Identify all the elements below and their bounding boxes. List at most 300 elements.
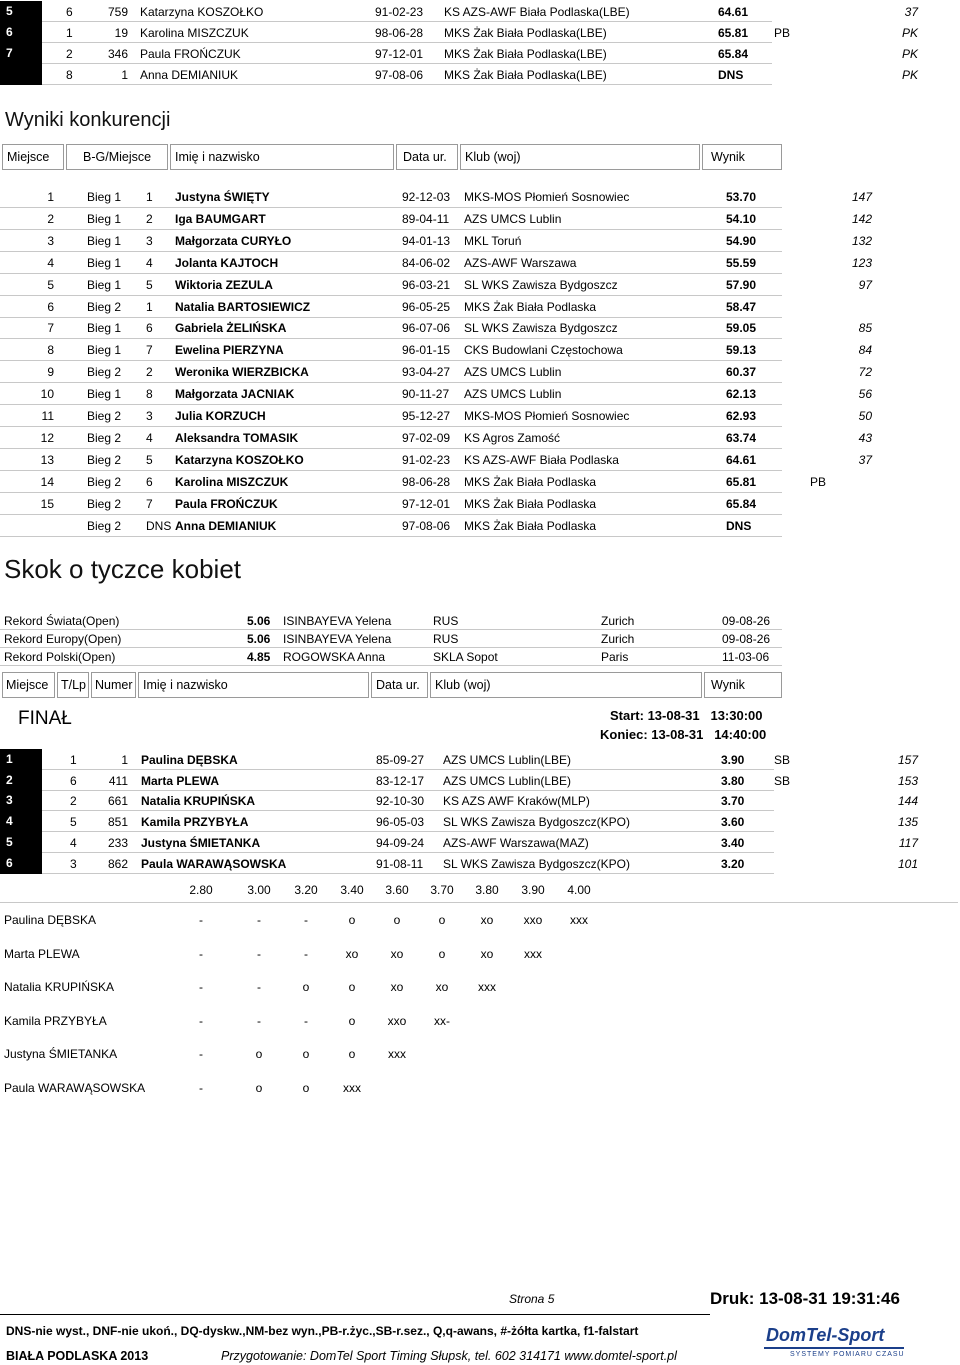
birth-date: 91-02-23	[375, 5, 424, 19]
result: 58.47	[726, 299, 757, 314]
attempt-mark: -	[199, 946, 203, 961]
result: 54.90	[726, 233, 757, 248]
place: 6	[6, 25, 13, 39]
heat: Bieg 2	[87, 496, 122, 511]
athlete-name: Jolanta KAJTOCH	[175, 255, 279, 270]
heat: Bieg 1	[87, 387, 122, 402]
height-label: 3.40	[340, 883, 364, 897]
place-cell	[0, 770, 42, 791]
birth-date: 94-01-13	[402, 233, 451, 248]
place-cell	[0, 749, 42, 770]
athlete-name: Natalia KRUPIŃSKA	[4, 980, 115, 995]
table-row	[0, 296, 960, 318]
heat-place: 6	[146, 474, 153, 489]
place-cell	[0, 64, 42, 85]
result: 54.10	[726, 211, 757, 226]
table-row	[0, 274, 960, 296]
place-cell	[0, 853, 42, 874]
birth-date: 89-04-11	[402, 211, 450, 226]
lane: 3	[70, 856, 77, 871]
heat-place: 7	[146, 496, 153, 511]
attempt-mark: o	[438, 946, 446, 961]
heat: Bieg 1	[87, 343, 122, 358]
attempt-mark: xxx	[570, 913, 588, 927]
birth-date: 96-05-25	[402, 299, 451, 314]
attempt-mark: xo	[435, 980, 449, 995]
result: DNS	[718, 68, 744, 82]
club: MKS Żak Biała Podlaska(LBE)	[444, 47, 607, 61]
place: 6	[47, 299, 54, 314]
heat-place: 3	[146, 233, 153, 248]
table-row	[0, 770, 960, 791]
table-row	[0, 383, 960, 405]
record-label: Rekord Świata(Open)	[4, 614, 120, 628]
record-value: 5.06	[247, 614, 271, 628]
place: 15	[40, 496, 54, 511]
record-date: 09-08-26	[722, 632, 771, 646]
athlete-name: Justyna ŚWIĘTY	[175, 190, 270, 204]
place: 8	[47, 343, 54, 358]
heat-place: 4	[146, 430, 153, 445]
heat-place: 7	[146, 343, 153, 358]
record-label: Rekord Europy(Open)	[4, 632, 122, 646]
bib: 411	[108, 773, 128, 788]
result: 64.61	[718, 5, 749, 19]
attempt-mark: xxx	[388, 1047, 406, 1062]
record-row	[0, 630, 960, 648]
table-row	[0, 427, 960, 449]
place: 2	[47, 211, 54, 226]
place: 2	[6, 772, 13, 787]
place: 13	[40, 452, 54, 467]
row-divider	[42, 873, 774, 874]
print-time: Druk: 13-08-31 19:31:46	[710, 1289, 900, 1308]
attempt-mark: xo	[480, 913, 494, 927]
attempt-mark: o	[255, 1047, 263, 1062]
athlete-name: Natalia KRUPIŃSKA	[141, 794, 256, 809]
heat: Bieg 1	[87, 190, 122, 204]
record-country: RUS	[433, 614, 459, 628]
attempt-mark: -	[304, 946, 308, 961]
domtel-logo	[760, 1325, 912, 1361]
birth-date: 98-06-28	[375, 26, 424, 40]
lane: 6	[70, 773, 77, 788]
heat: Bieg 2	[87, 474, 122, 489]
result: 63.74	[726, 430, 757, 445]
birth-date: 96-05-03	[376, 815, 425, 830]
heat: Bieg 2	[87, 365, 122, 380]
club: MKL Toruń	[464, 233, 522, 248]
attempt-mark: xxx	[343, 1081, 361, 1095]
club: MKS Żak Biała Podlaska	[464, 518, 597, 533]
attempt-mark: o	[348, 1013, 356, 1028]
record-date: 09-08-26	[722, 614, 771, 628]
table-row	[0, 471, 960, 493]
attempt-mark: -	[199, 1013, 203, 1028]
club: AZS UMCS Lublin(LBE)	[443, 753, 572, 767]
row-divider	[0, 536, 782, 537]
club: SL WKS Zawisza Bydgoszcz	[464, 277, 618, 292]
athlete-name: Ewelina PIERZYNA	[175, 343, 284, 358]
club: MKS Żak Biała Podlaska	[464, 474, 597, 489]
record-value: 4.85	[247, 650, 271, 664]
points: 56	[858, 387, 872, 402]
lane: 2	[70, 794, 77, 809]
result: 64.61	[726, 452, 757, 467]
table-row	[0, 361, 960, 383]
birth-date: 96-01-15	[402, 343, 451, 358]
heat-place: 8	[146, 387, 153, 402]
attempt-mark: -	[199, 1081, 203, 1095]
points: 37	[858, 452, 872, 467]
athlete-name: Paulina DĘBSKA	[4, 913, 97, 927]
place: 12	[40, 430, 54, 445]
result: 3.80	[721, 773, 745, 788]
points: 147	[851, 190, 872, 204]
points: 132	[851, 233, 872, 248]
attempt-row	[0, 976, 960, 996]
record-city: Zurich	[601, 632, 635, 646]
birth-date: 83-12-17	[376, 773, 425, 788]
attempt-mark: xx-	[434, 1013, 450, 1028]
athlete-name: Wiktoria ZEZULA	[175, 277, 273, 292]
club: KS Agros Zamość	[464, 430, 561, 445]
record-holder: ISINBAYEVA Yelena	[283, 614, 392, 628]
place: 3	[47, 233, 54, 248]
athlete-name: Karolina MISZCZUK	[140, 26, 249, 40]
place: 5	[6, 834, 13, 849]
heat-place: 2	[146, 211, 153, 226]
attempt-row	[0, 1077, 960, 1097]
header-heat-place: B-G/Miejsce	[66, 144, 168, 170]
attempt-mark: o	[348, 913, 356, 927]
attempt-mark: xo	[345, 946, 359, 961]
place: 4	[6, 814, 13, 829]
attempt-mark: o	[348, 1047, 356, 1062]
birth-date: 85-09-27	[376, 753, 425, 767]
athlete-name: Katarzyna KOSZOŁKO	[175, 452, 304, 467]
note: PB	[774, 26, 791, 40]
points: 144	[897, 794, 918, 809]
place: 14	[40, 474, 54, 489]
heat: Bieg 2	[87, 409, 122, 423]
points: PK	[901, 26, 918, 40]
points: PK	[901, 68, 918, 82]
header-place: Miejsce	[2, 144, 64, 170]
attempt-mark: -	[304, 1013, 308, 1028]
end-time: Koniec: 13-08-31 14:40:00	[600, 727, 767, 742]
lane: 2	[66, 47, 73, 61]
attempt-mark: xo	[480, 946, 494, 961]
bib: 862	[107, 856, 128, 871]
athlete-name: Anna DEMIANIUK	[175, 518, 277, 533]
birth-date: 93-04-27	[402, 365, 451, 380]
table-row	[0, 22, 960, 43]
header-lane: T/Lp	[57, 672, 89, 698]
attempt-row	[0, 1010, 960, 1030]
record-holder: ISINBAYEVA Yelena	[283, 632, 392, 646]
table-row	[0, 64, 960, 85]
athlete-name: Anna DEMIANIUK	[140, 68, 239, 82]
athlete-name: Karolina MISZCZUK	[175, 474, 289, 489]
birth-date: 92-10-30	[376, 794, 425, 809]
club: KS AZS-AWF Biała Podlaska(LBE)	[444, 5, 630, 19]
header-bib: Numer	[91, 672, 136, 698]
result: 3.90	[721, 753, 745, 767]
heat: Bieg 1	[87, 211, 122, 226]
club: KS AZS-AWF Biała Podlaska	[464, 452, 619, 467]
result: 59.05	[726, 321, 757, 336]
birth-date: 96-03-21	[402, 277, 451, 292]
attempt-mark: -	[199, 980, 203, 995]
table-row	[0, 186, 960, 208]
heat-place: 6	[146, 321, 153, 336]
legend: DNS-nie wyst., DNF-nie ukoń., DQ-dyskw.,NM-bez wyn.,PB-r.życ.,SB-r.sez., Q,q-awans, #-żółta kartka, f1-falstart	[6, 1324, 639, 1338]
club: MKS Żak Biała Podlaska	[464, 496, 597, 511]
lane: 1	[70, 753, 77, 767]
logo-text: DomTel-Sport	[766, 1325, 885, 1345]
record-city: Paris	[601, 650, 629, 664]
table-row	[0, 43, 960, 64]
height-label: 3.90	[521, 883, 545, 897]
result: 3.70	[721, 794, 745, 809]
bib: 1	[121, 753, 128, 767]
athlete-name: Paula FROŃCZUK	[175, 496, 278, 511]
place-cell	[0, 1, 42, 22]
bib: 346	[107, 47, 128, 61]
athlete-name: Małgorzata CURYŁO	[175, 233, 292, 248]
table-row	[0, 449, 960, 471]
heat: Bieg 1	[87, 321, 122, 336]
birth-date: 97-12-01	[402, 496, 451, 511]
table-row	[0, 790, 960, 811]
place: 7	[47, 321, 54, 336]
club: MKS Żak Biała Podlaska	[464, 299, 597, 314]
result: 53.70	[726, 190, 757, 204]
heat-place: 2	[146, 365, 153, 380]
attempt-row	[0, 909, 960, 929]
points: 50	[858, 409, 872, 423]
section-title-results: Wyniki konkurencji	[5, 109, 171, 131]
attempt-mark: o	[438, 913, 446, 927]
birth-date: 95-12-27	[402, 409, 451, 423]
result: 3.60	[721, 815, 745, 830]
result: 65.84	[726, 496, 757, 511]
attempt-mark: o	[302, 1081, 310, 1095]
birth-date: 92-12-03	[402, 190, 451, 204]
table-row	[0, 493, 960, 515]
attempt-mark: o	[255, 1081, 263, 1095]
lane: 4	[70, 835, 77, 850]
athlete-name: Justyna ŚMIETANKA	[4, 1047, 118, 1062]
heat-place: DNS	[146, 518, 172, 533]
place: 5	[6, 4, 13, 18]
heat: Bieg 1	[87, 277, 122, 292]
points: 123	[851, 255, 872, 270]
heat-place: 1	[146, 299, 153, 314]
place: 6	[6, 855, 13, 870]
note: SB	[774, 773, 791, 788]
attempt-mark: -	[257, 946, 261, 961]
logo-swoosh	[764, 1347, 904, 1349]
athlete-name: Paulina DĘBSKA	[141, 753, 238, 767]
event-title: Skok o tyczce kobiet	[4, 554, 241, 584]
table-row	[0, 405, 960, 427]
lane: 1	[66, 26, 73, 40]
athlete-name: Kamila PRZYBYŁA	[4, 1013, 107, 1028]
place-cell	[0, 832, 42, 853]
header-place: Miejsce	[2, 672, 55, 698]
club: AZS UMCS Lublin	[464, 365, 562, 380]
header-club: Klub (woj)	[430, 672, 702, 698]
birth-date: 94-09-24	[376, 835, 425, 850]
result: 65.81	[726, 474, 757, 489]
club: AZS UMCS Lublin(LBE)	[443, 773, 572, 788]
heat: Bieg 2	[87, 430, 122, 445]
place-cell	[0, 43, 42, 64]
heat: Bieg 2	[87, 452, 122, 467]
place-cell	[0, 811, 42, 832]
bib: 851	[107, 815, 128, 830]
birth-date: 84-06-02	[402, 255, 451, 270]
table-row	[0, 853, 960, 874]
points: PK	[901, 47, 918, 61]
table-row	[0, 515, 960, 537]
athlete-name: Paula WARAWĄSOWSKA	[4, 1081, 146, 1095]
attempt-mark: -	[199, 913, 203, 927]
attempt-mark: xo	[390, 946, 404, 961]
record-row	[0, 612, 960, 630]
lane: 6	[66, 5, 73, 19]
record-row	[0, 648, 960, 666]
club: AZS UMCS Lublin	[464, 211, 562, 226]
place: 7	[6, 46, 13, 60]
bib: 19	[114, 26, 128, 40]
start-time: Start: 13-08-31 13:30:00	[610, 708, 763, 723]
heat: Bieg 2	[87, 299, 122, 314]
height-label: 2.80	[189, 883, 213, 897]
points: 72	[858, 365, 872, 380]
record-label: Rekord Polski(Open)	[4, 650, 116, 664]
place: 1	[6, 752, 13, 766]
attempt-mark: xxo	[523, 913, 543, 927]
header-born: Data ur.	[371, 672, 428, 698]
height-label: 3.00	[247, 883, 271, 897]
result: 3.20	[721, 856, 745, 871]
result: 65.84	[718, 47, 749, 61]
bib: 661	[107, 794, 128, 809]
birth-date: 97-02-09	[402, 430, 451, 445]
table-row	[0, 749, 960, 770]
height-label: 3.60	[385, 883, 409, 897]
heat: Bieg 1	[87, 255, 122, 270]
heat: Bieg 2	[87, 518, 122, 533]
bib: 1	[121, 68, 128, 82]
athlete-name: Justyna ŚMIETANKA	[141, 835, 261, 850]
table-row	[0, 208, 960, 230]
record-country: SKLA Sopot	[433, 650, 498, 664]
record-value: 5.06	[247, 632, 271, 646]
heat-place: 5	[146, 277, 153, 292]
heat: Bieg 1	[87, 233, 122, 248]
points: 117	[898, 835, 918, 850]
athlete-name: Weronika WIERZBICKA	[175, 365, 309, 380]
points: 37	[904, 5, 918, 19]
result: 62.93	[726, 409, 757, 423]
athlete-name: Iga BAUMGART	[175, 211, 266, 226]
record-holder: ROGOWSKA Anna	[283, 650, 386, 664]
birth-date: 97-08-06	[402, 518, 451, 533]
heat-place: 5	[146, 452, 153, 467]
club: MKS Żak Biała Podlaska(LBE)	[444, 68, 607, 82]
place: 4	[47, 255, 54, 270]
points: 84	[858, 343, 872, 358]
attempt-mark: -	[304, 913, 308, 927]
table-row	[0, 811, 960, 832]
record-date: 11-03-06	[722, 650, 770, 664]
result: 3.40	[721, 835, 745, 850]
attempt-mark: o	[302, 980, 310, 995]
heat-place: 1	[146, 190, 153, 204]
club: MKS-MOS Płomień Sosnowiec	[464, 190, 630, 204]
birth-date: 96-07-06	[402, 321, 451, 336]
attempt-mark: o	[348, 980, 356, 995]
club: SL WKS Zawisza Bydgoszcz	[464, 321, 618, 336]
city-year: BIAŁA PODLASKA 2013	[6, 1349, 149, 1363]
place: 5	[47, 277, 54, 292]
row-divider	[0, 665, 782, 666]
result: 65.81	[718, 26, 749, 40]
attempt-mark: o	[302, 1047, 310, 1062]
record-city: Zurich	[601, 614, 635, 628]
divider	[0, 902, 958, 903]
attempt-mark: o	[393, 913, 401, 927]
note: PB	[810, 474, 827, 489]
table-row	[0, 339, 960, 361]
logo-subtitle: SYSTEMY POMIARU CZASU	[790, 1351, 905, 1358]
points: 157	[897, 753, 918, 767]
page-number: Strona 5	[509, 1292, 555, 1306]
header-name: Imię i nazwisko	[138, 672, 369, 698]
bib: 233	[107, 835, 128, 850]
points: 43	[858, 430, 872, 445]
height-label: 4.00	[567, 883, 591, 897]
attempt-mark: -	[199, 1047, 203, 1062]
attempt-mark: -	[257, 913, 261, 927]
birth-date: 97-08-06	[375, 68, 424, 82]
attempt-mark: xo	[390, 980, 404, 995]
header-born: Data ur.	[396, 144, 458, 170]
points: 97	[858, 277, 872, 292]
birth-date: 91-08-11	[376, 856, 424, 871]
attempt-row	[0, 943, 960, 963]
club: SL WKS Zawisza Bydgoszcz(KPO)	[443, 856, 630, 871]
place: 10	[40, 387, 54, 402]
lane: 5	[70, 815, 77, 830]
athlete-name: Paula FROŃCZUK	[140, 47, 241, 61]
result: 55.59	[726, 255, 757, 270]
prepared-by: Przygotowanie: DomTel Sport Timing Słupsk, tel. 602 314171 www.domtel-sport.pl	[221, 1349, 677, 1363]
result: DNS	[726, 518, 752, 533]
heat-place: 3	[146, 409, 153, 423]
club: MKS-MOS Płomień Sosnowiec	[464, 409, 630, 423]
place: 1	[47, 190, 54, 204]
athlete-name: Marta PLEWA	[141, 773, 220, 788]
result: 57.90	[726, 277, 757, 292]
table-row	[0, 252, 960, 274]
note: SB	[774, 753, 791, 767]
result: 59.13	[726, 343, 757, 358]
